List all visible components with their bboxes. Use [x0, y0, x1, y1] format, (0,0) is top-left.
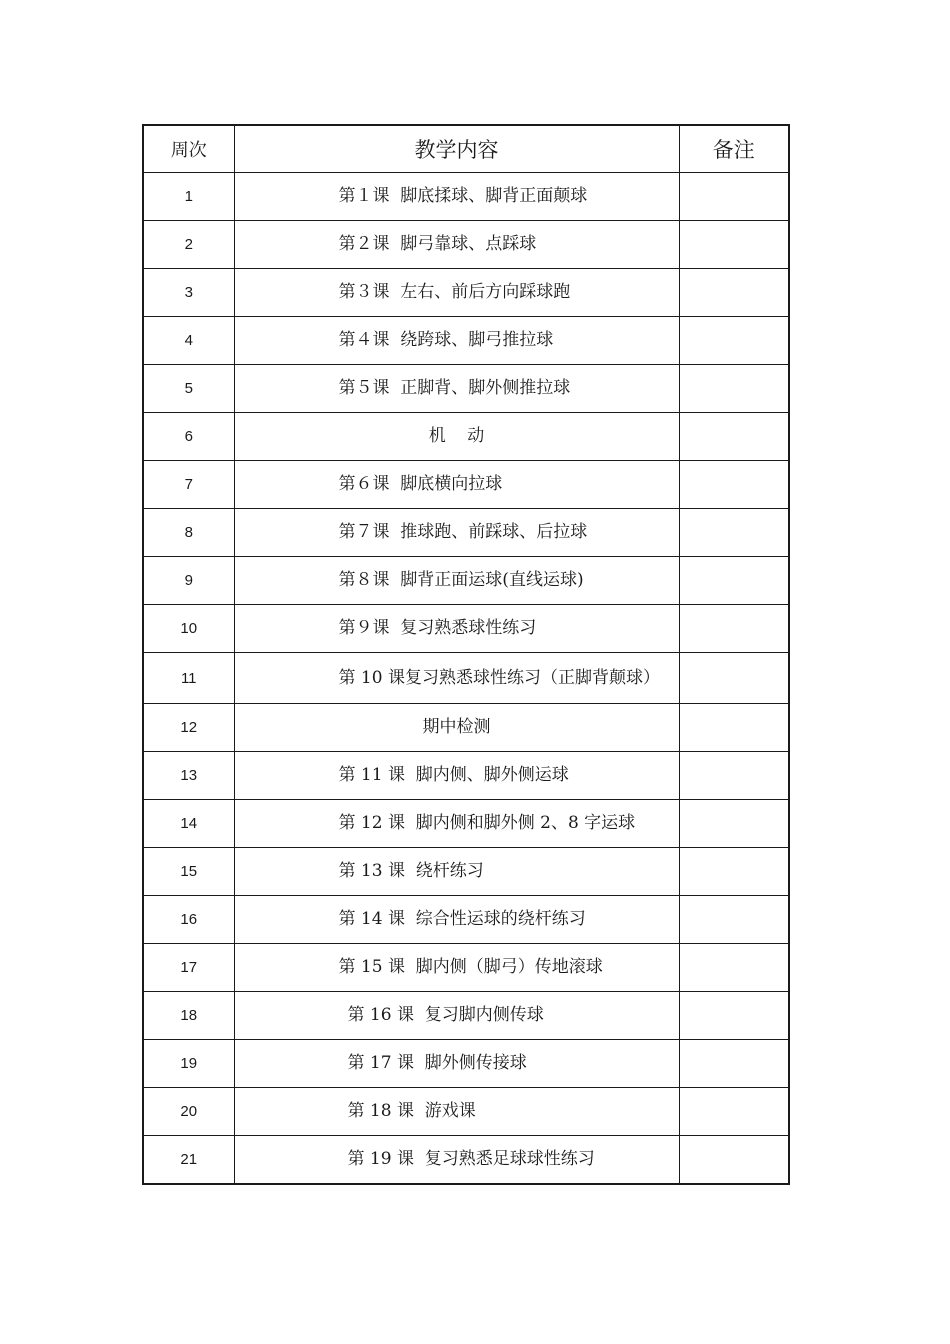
- note-cell: [679, 605, 789, 653]
- note-cell: [679, 365, 789, 413]
- note-cell: [679, 1040, 789, 1088]
- content-cell: 第 11 课 脚内侧、脚外侧运球: [234, 752, 679, 800]
- week-cell: 14: [143, 800, 234, 848]
- content-cell: 第 17 课 脚外侧传接球: [234, 1040, 679, 1088]
- week-cell: 20: [143, 1088, 234, 1136]
- note-cell: [679, 752, 789, 800]
- header-week: 周次: [143, 125, 234, 173]
- note-cell: [679, 992, 789, 1040]
- note-cell: [679, 269, 789, 317]
- week-cell: 8: [143, 509, 234, 557]
- content-cell: 第４课 绕跨球、脚弓推拉球: [234, 317, 679, 365]
- note-cell: [679, 509, 789, 557]
- table-row: [143, 704, 789, 752]
- table-row: [143, 509, 789, 557]
- content-cell: 第６课 脚底横向拉球: [234, 461, 679, 509]
- week-cell: 16: [143, 896, 234, 944]
- note-cell: [679, 317, 789, 365]
- table-row: [143, 365, 789, 413]
- week-cell: 5: [143, 365, 234, 413]
- content-cell: 第９课 复习熟悉球性练习: [234, 605, 679, 653]
- teaching-schedule: [142, 124, 790, 1185]
- table-row: [143, 653, 789, 704]
- content-cell: 第８课 脚背正面运球(直线运球): [234, 557, 679, 605]
- note-cell: [679, 848, 789, 896]
- week-cell: 4: [143, 317, 234, 365]
- table-row: [143, 800, 789, 848]
- content-cell: 第２课 脚弓靠球、点踩球: [234, 221, 679, 269]
- header-content: 教学内容: [234, 125, 679, 173]
- header-note: 备注: [679, 125, 789, 173]
- content-cell: 第３课 左右、前后方向踩球跑: [234, 269, 679, 317]
- week-cell: 10: [143, 605, 234, 653]
- table-row: [143, 221, 789, 269]
- note-cell: [679, 896, 789, 944]
- week-cell: 6: [143, 413, 234, 461]
- table-row: [143, 173, 789, 221]
- week-cell: 15: [143, 848, 234, 896]
- table-row: [143, 1136, 789, 1184]
- note-cell: [679, 800, 789, 848]
- table-row: [143, 752, 789, 800]
- content-cell: 期中检测: [234, 704, 679, 752]
- week-cell: 3: [143, 269, 234, 317]
- content-cell: 第 13 课 绕杆练习: [234, 848, 679, 896]
- week-cell: 17: [143, 944, 234, 992]
- week-cell: 13: [143, 752, 234, 800]
- note-cell: [679, 173, 789, 221]
- week-cell: 7: [143, 461, 234, 509]
- content-cell: 机 动: [234, 413, 679, 461]
- week-cell: 18: [143, 992, 234, 1040]
- week-cell: 19: [143, 1040, 234, 1088]
- note-cell: [679, 221, 789, 269]
- note-cell: [679, 1088, 789, 1136]
- table-row: [143, 557, 789, 605]
- table-row: [143, 1040, 789, 1088]
- table-row: [143, 848, 789, 896]
- table-row: [143, 1088, 789, 1136]
- table-row: [143, 992, 789, 1040]
- table-row: [143, 269, 789, 317]
- content-cell: 第 12 课 脚内侧和脚外侧 2、8 字运球: [234, 800, 679, 848]
- table-row: [143, 944, 789, 992]
- note-cell: [679, 413, 789, 461]
- schedule-table: [142, 124, 790, 1185]
- note-cell: [679, 1136, 789, 1184]
- note-cell: [679, 704, 789, 752]
- note-cell: [679, 944, 789, 992]
- content-cell: 第 16 课 复习脚内侧传球: [234, 992, 679, 1040]
- content-cell: 第 14 课 综合性运球的绕杆练习: [234, 896, 679, 944]
- note-cell: [679, 653, 789, 704]
- week-cell: 1: [143, 173, 234, 221]
- table-row: [143, 317, 789, 365]
- content-cell: 第１课 脚底揉球、脚背正面颠球: [234, 173, 679, 221]
- table-row: [143, 413, 789, 461]
- table-row: [143, 605, 789, 653]
- week-cell: 2: [143, 221, 234, 269]
- content-cell: 第 18 课 游戏课: [234, 1088, 679, 1136]
- week-cell: 11: [143, 653, 234, 704]
- content-cell: 第 10 课复习熟悉球性练习（正脚背颠球）: [234, 653, 679, 704]
- table-row: [143, 896, 789, 944]
- content-cell: 第 15 课 脚内侧（脚弓）传地滚球: [234, 944, 679, 992]
- note-cell: [679, 557, 789, 605]
- content-cell: 第７课 推球跑、前踩球、后拉球: [234, 509, 679, 557]
- note-cell: [679, 461, 789, 509]
- table-row: [143, 461, 789, 509]
- week-cell: 9: [143, 557, 234, 605]
- header-row: [143, 125, 789, 173]
- week-cell: 21: [143, 1136, 234, 1184]
- week-cell: 12: [143, 704, 234, 752]
- content-cell: 第 19 课 复习熟悉足球球性练习: [234, 1136, 679, 1184]
- content-cell: 第５课 正脚背、脚外侧推拉球: [234, 365, 679, 413]
